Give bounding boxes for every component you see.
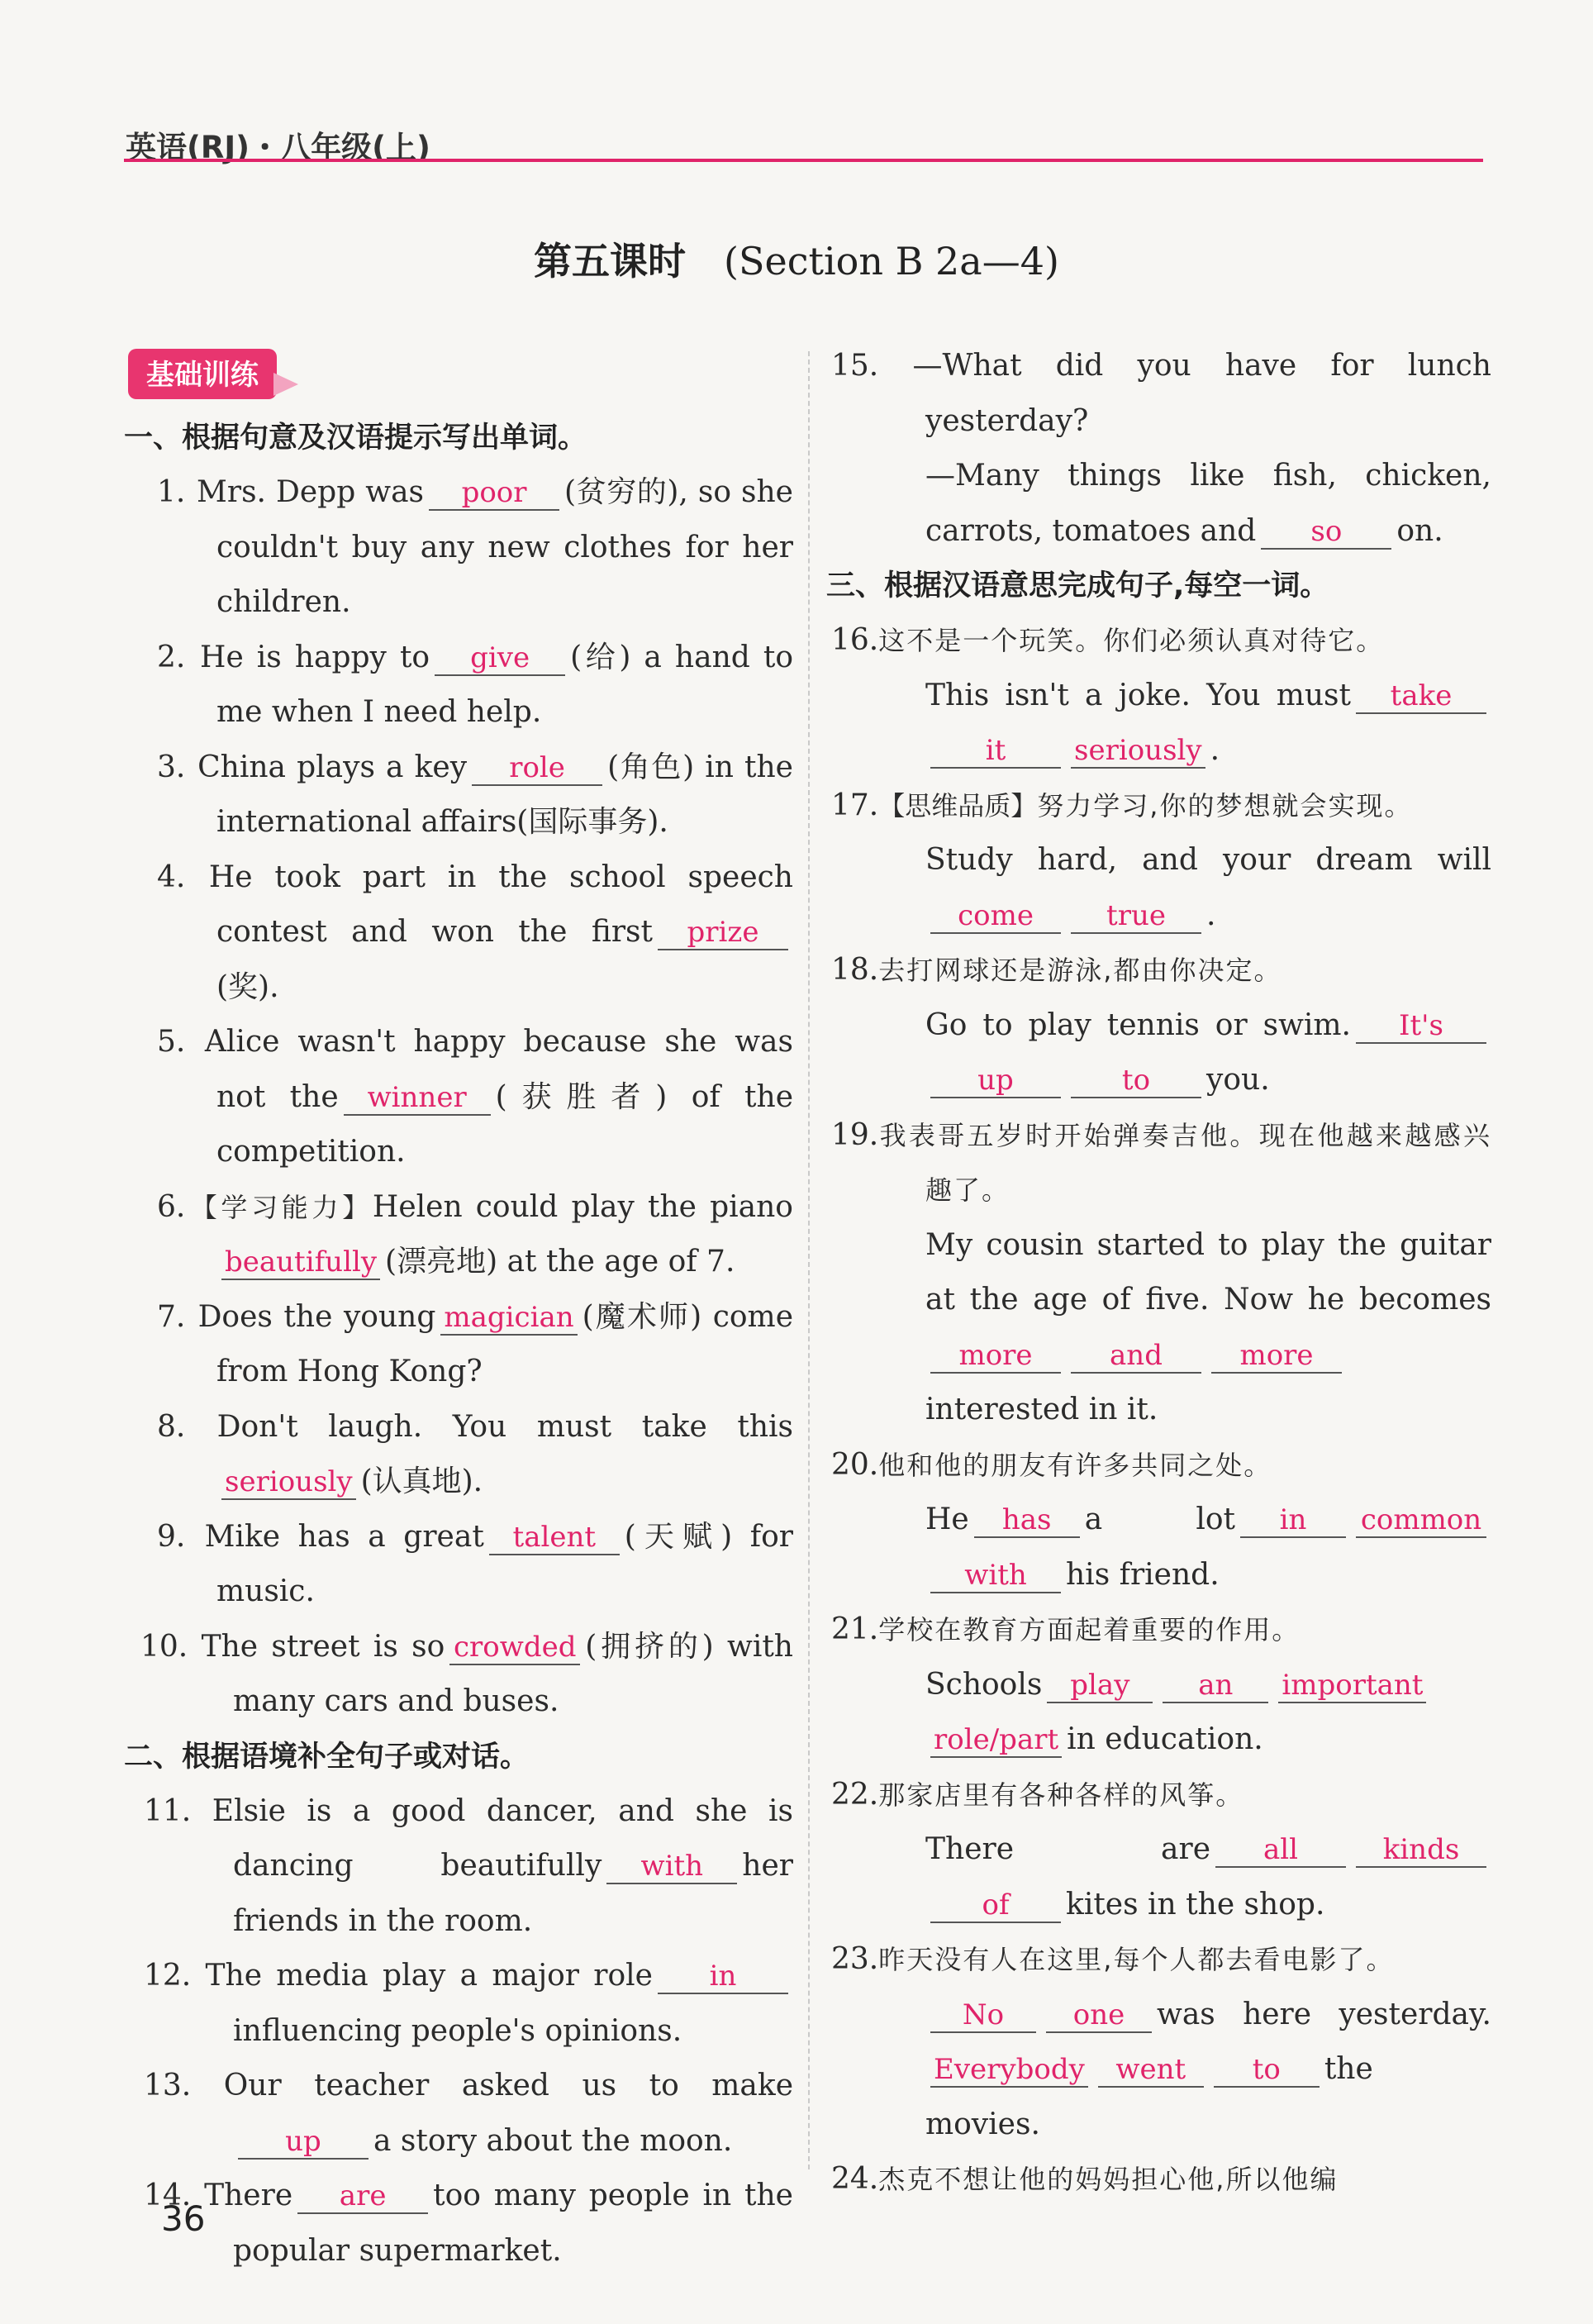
answer-blank: kinds: [1356, 1833, 1486, 1868]
question-16: 16.这不是一个玩笑。你们必须认真对待它。: [831, 623, 1385, 657]
question-19-answer: My cousin started to play the guitar at the age of five. Now he becomesmore and moreinterested in it.: [925, 1227, 1491, 1426]
lesson-title: [0, 231, 1593, 286]
answer-blank: up: [930, 1064, 1061, 1098]
answer-blank: prize: [658, 916, 788, 950]
question-10: 10. The street is so crowded (拥挤的) with many cars and buses.: [140, 1629, 793, 1718]
question-5: 5. Alice wasn't happy because she was not the winner (获胜者) of the competition.: [157, 1025, 793, 1169]
section-two-heading: 二、根据语境补全句子或对话。: [124, 1740, 530, 1774]
section-one-heading: 一、根据句意及汉语提示写出单词。: [124, 421, 587, 455]
section-three-heading: 三、根据汉语意思完成句子,每空一词。: [826, 569, 1329, 602]
answer-blank: play: [1047, 1669, 1153, 1703]
left-column: [124, 339, 793, 2279]
lesson-title-en: (Section B 2a—4): [724, 239, 1059, 283]
answer-blank: of: [930, 1888, 1061, 1923]
answer-blank: true: [1071, 899, 1201, 934]
question-21: 21.学校在教育方面起着重要的作用。: [831, 1612, 1301, 1646]
answer-blank: in: [1240, 1503, 1346, 1538]
question-17: 17.【思维品质】努力学习,你的梦想就会实现。: [831, 788, 1413, 822]
question-12: 12. The media play a major role ininfluencing people's opinions.: [124, 1949, 793, 2059]
answer-blank: one: [1046, 1998, 1152, 2033]
question-9: 9. Mike has a great talent (天赋) for music.: [157, 1519, 793, 1608]
answer-blank: with: [606, 1850, 737, 1884]
answer-blank: take: [1356, 679, 1486, 714]
answer-blank: more: [1211, 1339, 1342, 1374]
question-1: 1. Mrs. Depp was poor (贫穷的), so she couldn't buy any new clothes for her children.: [157, 475, 793, 619]
question-24: 24.杰克不想让他的妈妈担心他,所以他编: [831, 2162, 1339, 2196]
header-rule: [124, 159, 1483, 162]
book-header: 英语(RJ)・八年级(上): [126, 130, 430, 165]
question-23-answer: No one was here yesterday.Everybody went to the movies.: [925, 1997, 1491, 2141]
question-8: 8. Don't laugh. You must take thisseriously (认真地).: [157, 1409, 793, 1498]
answer-blank: common: [1356, 1503, 1486, 1538]
page-number: 36: [161, 2198, 206, 2239]
question-11: 11. Elsie is a good dancer, and she is dancing beautifully with her friends in the room.: [144, 1793, 793, 1938]
skill-tag: 【思维品质】: [878, 789, 1038, 821]
answer-blank: Everybody: [930, 2053, 1088, 2088]
question-20: 20.他和他的朋友有许多共同之处。: [831, 1447, 1272, 1482]
answer-blank: poor: [429, 476, 559, 511]
basic-training-badge: 基础训练: [128, 349, 277, 399]
question-3: 3. China plays a key role (角色) in the international affairs(国际事务).: [157, 750, 793, 839]
question-18: 18.去打网球还是游泳,都由你决定。: [831, 953, 1282, 987]
answer-blank: to: [1071, 1064, 1201, 1098]
answer-blank: talent: [489, 1521, 620, 1555]
skill-tag: 【学习能力】: [187, 1191, 373, 1223]
answer-blank: are: [297, 2179, 428, 2214]
answer-blank: seriously: [221, 1465, 356, 1500]
answer-blank: all: [1215, 1833, 1346, 1868]
answer-blank: to: [1214, 2053, 1320, 2088]
answer-blank: up: [238, 2125, 369, 2160]
answer-blank: so: [1261, 515, 1391, 550]
question-16-answer: This isn't a joke. You must takeit seriously .: [826, 669, 1491, 779]
answer-blank: winner: [344, 1081, 491, 1116]
question-15: 15. —What did you have for lunch yesterday?: [831, 349, 1491, 438]
answer-blank: important: [1278, 1669, 1426, 1703]
answer-blank: has: [974, 1503, 1080, 1538]
answer-blank: come: [930, 899, 1061, 934]
answer-blank: it: [930, 734, 1061, 769]
answer-blank: It's: [1356, 1009, 1486, 1044]
answer-blank: an: [1163, 1669, 1268, 1703]
question-13: 13. Our teacher asked us to makeup a story about the moon.: [144, 2069, 794, 2158]
question-23: 23.昨天没有人在这里,每个人都去看电影了。: [831, 1942, 1395, 1976]
answer-blank: magician: [440, 1301, 577, 1336]
question-21-answer: Schools play an importantrole/part in education.: [826, 1658, 1491, 1768]
question-6: 6.【学习能力】Helen could play the pianobeautifully (漂亮地) at the age of 7.: [157, 1189, 793, 1279]
right-column: [826, 339, 1491, 2207]
answer-blank: role/part: [930, 1723, 1062, 1758]
question-7: 7. Does the young magician (魔术师) come from Hong Kong?: [157, 1299, 794, 1388]
question-22-answer: There are all kindsof kites in the shop.: [826, 1822, 1491, 1932]
answer-blank: more: [930, 1339, 1061, 1374]
answer-blank: give: [435, 641, 565, 676]
question-18-answer: Go to play tennis or swim. It'sup to you.: [826, 998, 1491, 1108]
question-19: 19.我表哥五岁时开始弹奏吉他。现在他越来越感兴趣了。: [831, 1117, 1491, 1206]
answer-blank: No: [930, 1998, 1036, 2033]
answer-blank: with: [930, 1559, 1061, 1593]
answer-blank: role: [472, 751, 602, 786]
lesson-title-cn: 第五课时: [534, 239, 687, 283]
answer-blank: went: [1098, 2053, 1204, 2088]
answer-blank: seriously: [1071, 734, 1205, 769]
answer-blank: in: [658, 1960, 788, 1994]
question-2: 2. He is happy to give (给) a hand to me when I need help.: [157, 640, 793, 729]
question-14: 14. There are too many people in the popular supermarket.: [144, 2179, 793, 2268]
answer-blank: beautifully: [221, 1245, 380, 1280]
column-divider: [808, 351, 810, 2169]
answer-blank: and: [1071, 1339, 1201, 1374]
answer-blank: crowded: [449, 1631, 580, 1665]
question-15-response: —Many things like fish, chicken, carrots, tomatoes and so on.: [925, 459, 1491, 548]
question-4: 4. He took part in the school speech contest and won the first prize(奖).: [157, 860, 793, 1004]
question-20-answer: He has a lot in commonwith his friend.: [826, 1493, 1491, 1603]
question-17-answer: Study hard, and your dream willcome true .: [925, 843, 1491, 932]
question-22: 22.那家店里有各种各样的风筝。: [831, 1777, 1244, 1812]
